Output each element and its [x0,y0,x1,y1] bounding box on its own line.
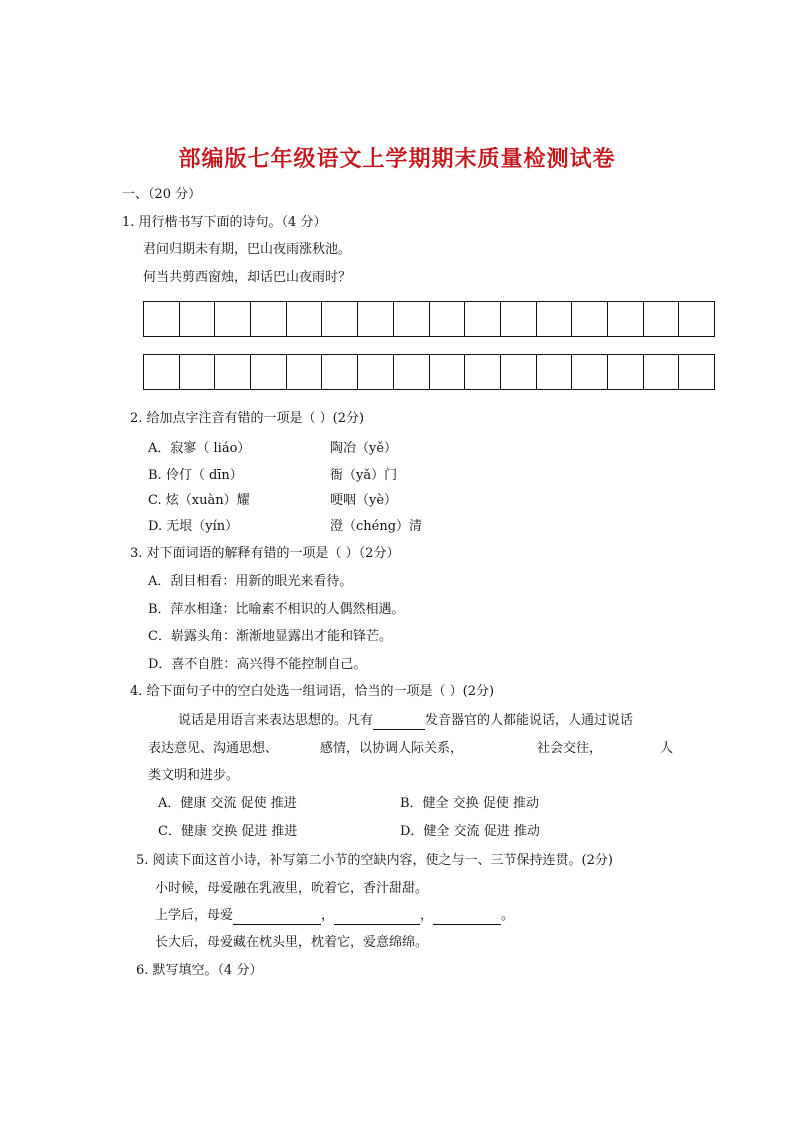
q5-period: 。 [501,908,515,923]
poem-line-1: 君问归期未有期，巴山夜雨涨秋池。 [143,242,352,257]
q2-option-d-2: 澄（chéng）清 [330,519,423,534]
question-2-stem: 2. 给加点字注音有错的一项是（ ）(2分) [130,411,365,426]
writing-grid-row-1[interactable] [143,301,715,337]
q5-poem-line-1: 小时候，母爱融在乳液里，吮着它，香汁甜甜。 [155,881,429,896]
fill-blank[interactable] [433,910,501,925]
question-3-stem: 3. 对下面词语的解释有错的一项是（ ）（2分） [130,546,400,561]
q5-poem-line-2 [155,907,514,925]
section-heading: 一、（20 分） [122,187,202,202]
q4-option-b: B．健全 交换 促使 推动 [400,796,539,811]
question-1-stem: 1. 用行楷书写下面的诗句。（4 分） [122,215,327,230]
question-4-stem: 4. 给下面句子中的空白处选一组词语，恰当的一项是（ ）(2分) [130,684,495,699]
fill-blank[interactable] [373,715,425,730]
q2-option-c-1: C. 炫（xuàn）耀 [148,493,250,508]
poem-line-2: 何当共剪西窗烛，却话巴山夜雨时？ [143,270,352,285]
q4-passage-line-2a: 表达意见、沟通思想、 [148,741,279,756]
q4-passage-line-3: 类文明和进步。 [148,768,240,783]
q4-passage-text: 发音器官的人都能说话，人通过说话 [425,713,634,728]
q3-option-d: D．喜不自胜：高兴得不能控制自己。 [148,657,367,672]
q2-option-b-1: B. 伶仃（ dīn） [148,468,243,483]
q4-passage-text: 说话是用语言来表达思想的。凡有 [178,713,374,728]
q5-poem-text: 上学后，母爱 [155,908,234,923]
q5-comma: ， [420,908,434,923]
q4-passage-line-2d: 人 [660,741,674,756]
q4-passage-line-2b: 感情，以协调人际关系， [320,741,464,756]
q2-option-c-2: 哽咽（yè） [330,493,398,508]
question-5-stem: 5. 阅读下面这首小诗，补写第二小节的空缺内容，使之与一、三节保持连贯。(2分) [136,853,613,868]
writing-grid-row-2[interactable] [143,354,715,390]
q4-passage-line-2c: 社会交往， [537,741,603,756]
page-title: 部编版七年级语文上学期期末质量检测试卷 [178,146,616,172]
q3-option-b: B．萍水相逢：比喻素不相识的人偶然相遇。 [148,602,405,617]
question-6-stem: 6. 默写填空。（4 分） [136,963,263,978]
fill-blank[interactable] [334,910,420,925]
q2-option-a-1: A．寂寥（ liáo） [148,441,251,456]
q3-option-a: A．刮目相看：用新的眼光来看待。 [148,574,353,589]
q2-option-b-2: 衙（yǎ）门 [330,468,398,483]
q2-option-a-2: 陶冶（yě） [330,441,398,456]
fill-blank[interactable] [233,910,321,925]
q3-option-c: C．崭露头角：渐渐地显露出才能和锋芒。 [148,629,392,644]
q5-poem-line-3: 长大后，母爱藏在枕头里，枕着它，爱意绵绵。 [155,935,429,950]
q2-option-d-1: D. 无垠（yín） [148,519,239,534]
q4-option-c: C．健康 交换 促进 推进 [158,824,298,839]
q5-comma: ， [321,908,335,923]
q4-passage-line-1 [178,712,633,730]
q4-option-a: A．健康 交流 促使 推进 [158,796,297,811]
q4-option-d: D．健全 交流 促进 推动 [400,824,540,839]
